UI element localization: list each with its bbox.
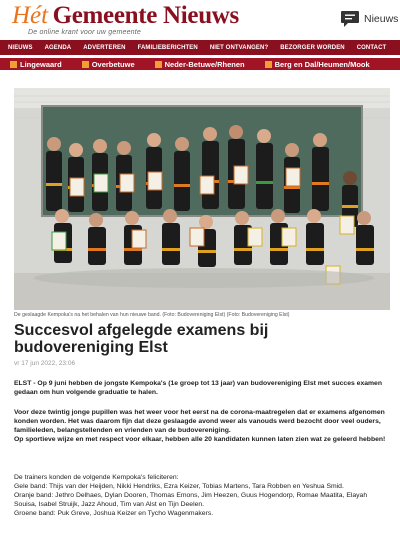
green-belt-list: Groene band: Puk Greve, Joshua Keizer en Tycho Wagenmakers. (14, 510, 214, 517)
region-square-icon (265, 61, 272, 68)
article-photo[interactable] (14, 88, 390, 310)
region-label: Berg en Dal/Heumen/Mook (274, 59, 370, 69)
site-tagline: De online krant voor uw gemeente (28, 29, 142, 36)
orange-belt-list-continued: Souisa, Isabel Struijk, Jazz Ahoud, Tim van Alst en Tijn Deelen. (14, 501, 205, 508)
article-title: Succesvol afgelegde examens bij budovereniging Elst (14, 322, 269, 356)
article-graduates (14, 473, 390, 518)
nav-item-niet-ontvangen[interactable]: NIET ONTVANGEN? (209, 44, 269, 51)
region-label: Neder-Betuwe/Rhenen (164, 59, 245, 69)
logo-prefix: Hét (12, 2, 49, 29)
nav-item-nieuws[interactable]: NIEUWS (8, 44, 33, 51)
site-header (0, 0, 400, 40)
article-date: vr 17 jun 2022, 23:06 (14, 360, 76, 367)
region-item-neder-betuwe-rhenen[interactable] (155, 60, 245, 69)
yellow-belt-list: Gele band: Thijs van der Heijden, Nikki Hendriks, Ezra Keizer, Tobias Martens, Tara Robben en Yeshua Smid. (14, 483, 344, 490)
news-button-label: Nieuws (364, 13, 399, 25)
main-nav (0, 40, 400, 55)
news-button[interactable] (340, 10, 398, 28)
logo-name: Gemeente Nieuws (52, 2, 239, 29)
region-item-berg-en-dal[interactable] (265, 60, 370, 69)
region-square-icon (155, 61, 162, 68)
article-paragraph-2: Voor deze twintig jonge pupillen was het weer voor het eerst na de corona-maatregelen dat er examens afgenomen konden worden. Het was daarom fijn dat deze geslaagde avond weer als vanouds werd bezocht door veel ouders, familieleden, belangstellenden en vrienden van de budovereniging. (14, 409, 385, 434)
region-item-lingewaard[interactable] (10, 60, 62, 69)
site-logo[interactable] (12, 2, 239, 30)
region-square-icon (82, 61, 89, 68)
nav-item-agenda[interactable]: AGENDA (44, 44, 72, 51)
nav-item-familieberichten[interactable]: FAMILIEBERICHTEN (137, 44, 198, 51)
photo-caption: De geslaagde Kempoka's na het behalen van hun nieuwe band. (Foto: Budovereniging Elst) (Foto: Budovereniging Elst) (14, 312, 290, 318)
group-photo-illustration (14, 88, 390, 310)
region-label: Lingewaard (20, 59, 62, 69)
orange-belt-list: Oranje band: Jethro Delhaes, Dylan Dooren, Thomas Emons, Jim Heezen, Guus Hogendorp, Romae Maatita, Elayah (14, 492, 368, 499)
nav-item-adverteren[interactable]: ADVERTEREN (83, 44, 126, 51)
nav-item-bezorger-worden[interactable]: BEZORGER WORDEN (280, 44, 345, 51)
article-paragraph-bold (14, 408, 390, 444)
region-item-overbetuwe[interactable] (82, 60, 135, 69)
article-paragraph-3: Op sportieve wijze en met respect voor elkaar, hebben alle 20 kandidaten kunnen laten zien wat ze geleerd hebben! (14, 436, 386, 443)
region-label: Overbetuwe (91, 59, 135, 69)
region-bar (0, 58, 400, 70)
trainers-intro: De trainers konden de volgende Kempoka's feliciteren: (14, 474, 179, 481)
article-lead: ELST - Op 9 juni hebben de jongste Kempoka's (1e groep tot 13 jaar) van budovereniging Elst met succes examen gedaan om hun volgende graduatie te halen. (14, 380, 382, 396)
nav-item-contact[interactable]: CONTACT (356, 44, 387, 51)
region-square-icon (10, 61, 17, 68)
chat-bubble-icon (340, 10, 360, 28)
